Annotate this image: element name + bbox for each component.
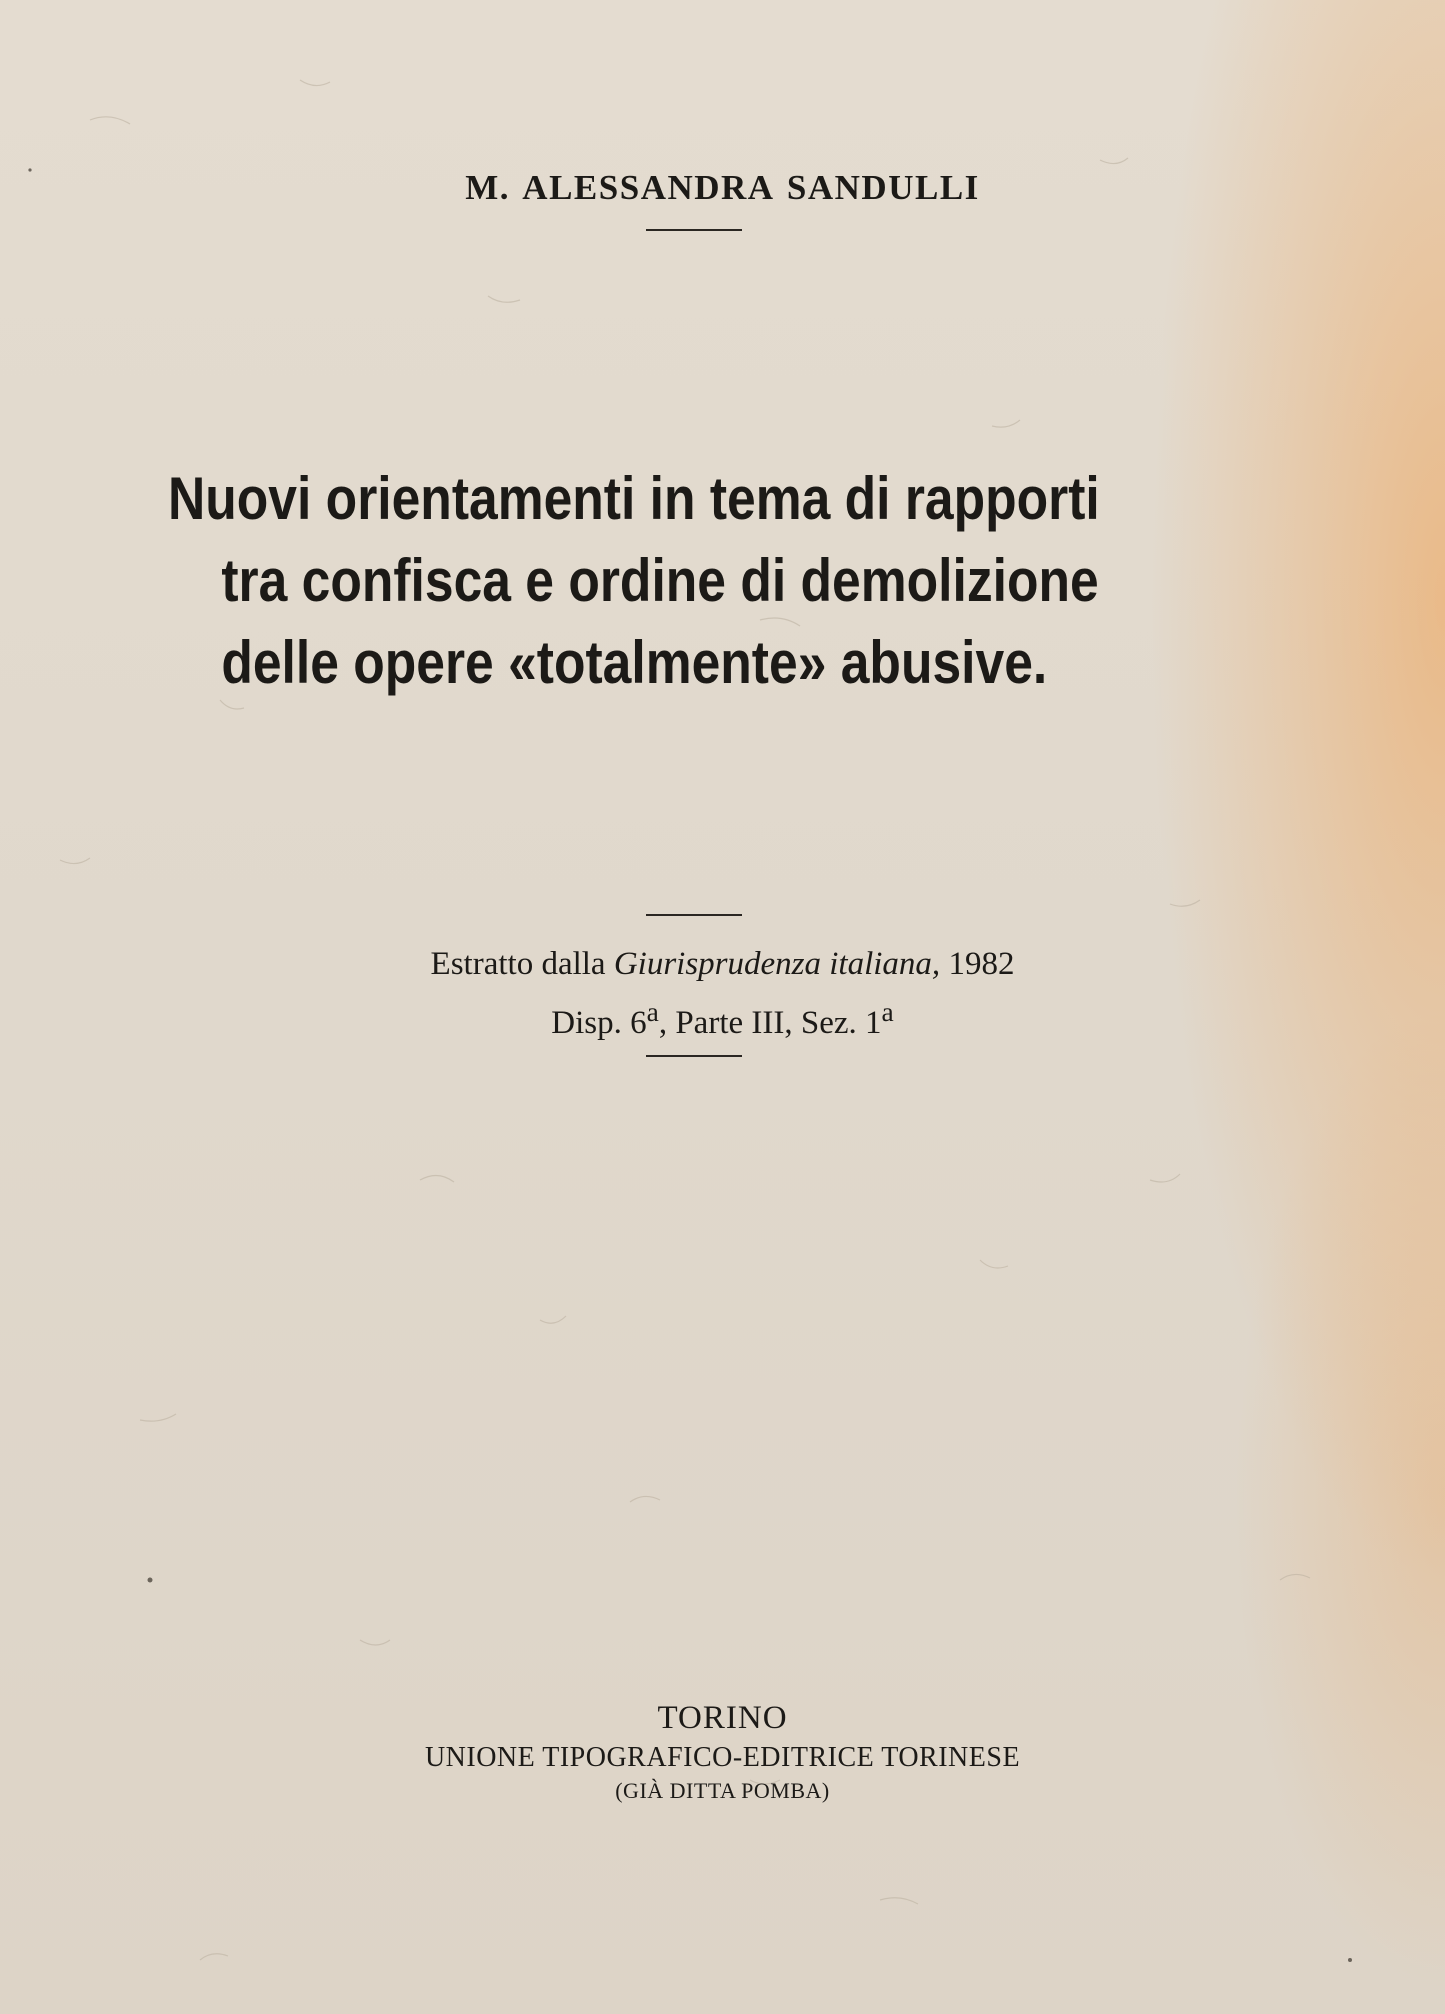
issue-disp: Disp. 6 bbox=[551, 1005, 647, 1041]
divider-rule bbox=[646, 914, 742, 916]
extract-note bbox=[0, 940, 1445, 1047]
imprint-city: TORINO bbox=[657, 1700, 788, 1736]
extract-issue-line bbox=[0, 988, 1445, 1047]
imprint-publisher: UNIONE TIPOGRAFICO-EDITRICE TORINESE bbox=[424, 1742, 1021, 1773]
book-title bbox=[168, 458, 1100, 704]
issue-disp-superscript: a bbox=[646, 996, 659, 1027]
issue-part-section: , Parte III, Sez. 1 bbox=[658, 1005, 882, 1041]
imprint-note: (GIÀ DITTA POMBA) bbox=[615, 1778, 830, 1803]
title-line: delle opere «totalmente» abusive. bbox=[221, 629, 1048, 696]
title-line: tra confisca e ordine di demolizione bbox=[221, 547, 1099, 614]
author-name: M. ALESSANDRA SANDULLI bbox=[465, 168, 980, 207]
section-superscript: a bbox=[881, 996, 894, 1027]
extract-year: 1982 bbox=[948, 946, 1015, 982]
title-line: Nuovi orientamenti in tema di rapporti bbox=[168, 465, 1100, 532]
extract-source-line bbox=[0, 940, 1445, 988]
divider-rule bbox=[646, 229, 742, 231]
divider-rule bbox=[646, 1055, 742, 1057]
extract-prefix: Estratto dalla bbox=[430, 946, 606, 982]
journal-name: Giurisprudenza italiana, bbox=[613, 946, 941, 982]
